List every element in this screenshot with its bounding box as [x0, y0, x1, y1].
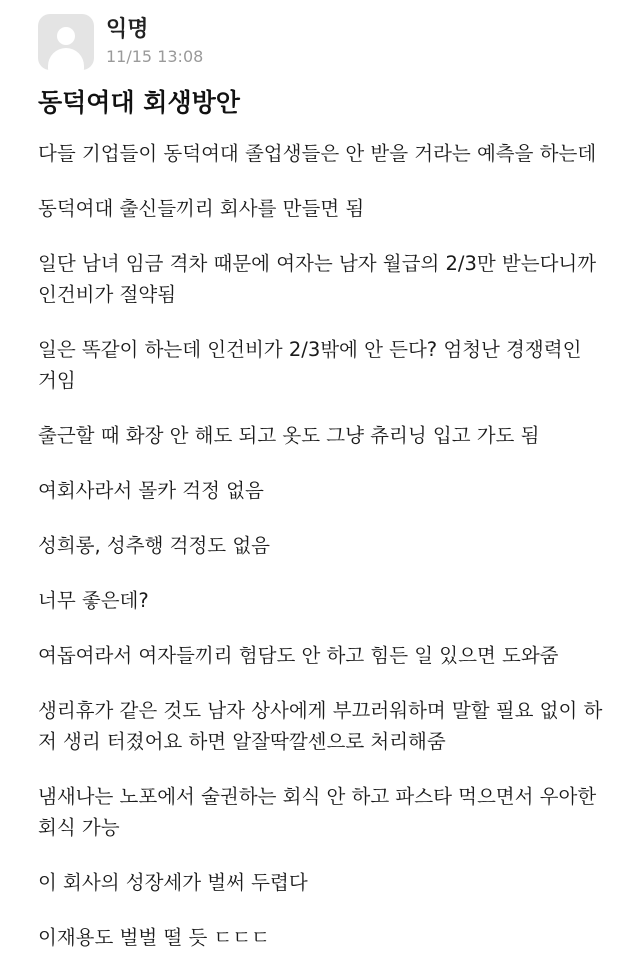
paragraph-line: 거임 — [38, 369, 76, 392]
body-paragraph — [38, 640, 608, 671]
body-paragraph — [38, 530, 608, 561]
body-paragraph — [38, 585, 608, 616]
paragraph-line: 이 회사의 성장세가 벌써 두렵다 — [38, 871, 308, 894]
post-timestamp: 11/15 13:08 — [106, 47, 204, 66]
body-paragraph — [38, 867, 608, 898]
body-paragraph — [38, 695, 608, 757]
body-paragraph — [38, 193, 608, 224]
paragraph-line: 일은 똑같이 하는데 인건비가 2/3밖에 안 든다? 엄청난 경쟁력인 — [38, 338, 582, 361]
post-body — [38, 138, 608, 977]
body-paragraph — [38, 922, 608, 953]
paragraph-line: 저 생리 터졌어요 하면 알잘딱깔센으로 처리해줌 — [38, 730, 446, 753]
paragraph-line: 성희롱, 성추행 걱정도 없음 — [38, 534, 271, 557]
paragraph-line: 생리휴가 같은 것도 남자 상사에게 부끄러워하며 말할 필요 없이 하 — [38, 699, 603, 722]
paragraph-line: 동덕여대 출신들끼리 회사를 만들면 됨 — [38, 197, 365, 220]
paragraph-line: 회식 가능 — [38, 816, 120, 839]
body-paragraph — [38, 334, 608, 396]
body-paragraph — [38, 475, 608, 506]
body-paragraph — [38, 248, 608, 310]
paragraph-line: 여회사라서 몰카 걱정 없음 — [38, 479, 264, 502]
body-paragraph — [38, 138, 608, 169]
author-name: 익명 — [106, 17, 149, 42]
body-paragraph — [38, 420, 608, 451]
author-meta — [106, 16, 203, 68]
avatar[interactable] — [38, 14, 94, 70]
body-paragraph — [38, 781, 608, 843]
post-header — [38, 12, 203, 72]
paragraph-line: 출근할 때 화장 안 해도 되고 옷도 그냥 츄리닝 입고 가도 됨 — [38, 424, 540, 447]
post-title: 동덕여대 회생방안 — [38, 88, 240, 117]
paragraph-line: 일단 남녀 임금 격차 때문에 여자는 남자 월급의 2/3만 받는다니까 — [38, 252, 597, 275]
paragraph-line: 다들 기업들이 동덕여대 졸업생들은 안 받을 거라는 예측을 하는데 — [38, 142, 597, 165]
paragraph-line: 너무 좋은데? — [38, 589, 149, 612]
paragraph-line: 여돕여라서 여자들끼리 험담도 안 하고 힘든 일 있으면 도와줌 — [38, 644, 559, 667]
paragraph-line: 냄새나는 노포에서 술권하는 회식 안 하고 파스타 먹으면서 우아한 — [38, 785, 597, 808]
paragraph-line: 이재용도 벌벌 떨 듯 ㄷㄷㄷ — [38, 926, 271, 949]
paragraph-line: 인건비가 절약됨 — [38, 283, 177, 306]
